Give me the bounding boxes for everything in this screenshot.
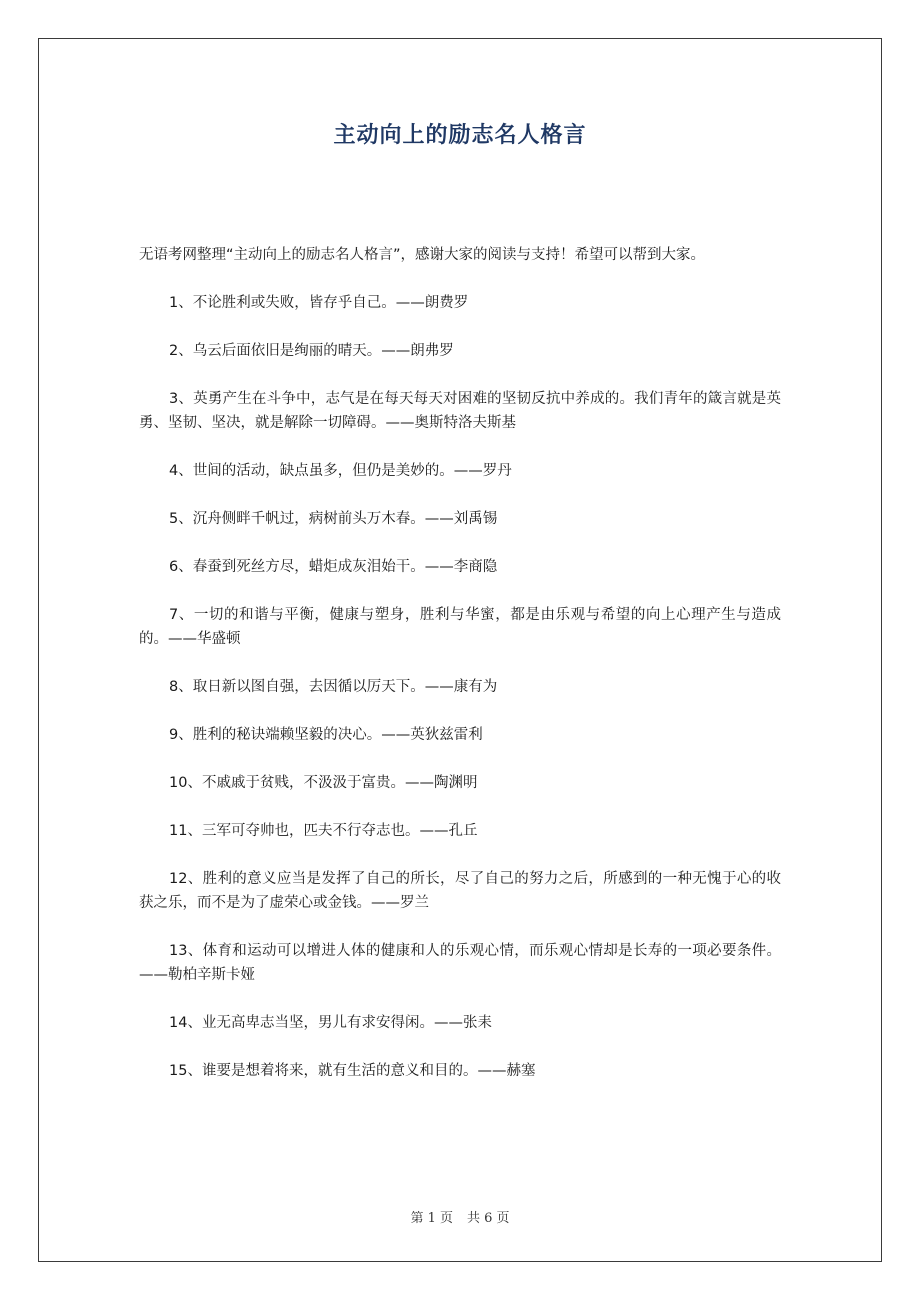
page-total: 共 6 页 [467, 1211, 510, 1226]
quote-paragraph: 12、胜利的意义应当是发挥了自己的所长，尽了自己的努力之后，所感到的一种无愧于心的收获之乐，而不是为了虚荣心或金钱。——罗兰 [139, 871, 781, 911]
intro-paragraph: 无语考网整理“主动向上的励志名人格言”，感谢大家的阅读与支持！希望可以帮到大家。 [139, 247, 706, 263]
quote-paragraph: 5、沉舟侧畔千帆过，病树前头万木春。——刘禹锡 [169, 511, 498, 527]
page-footer [0, 1207, 920, 1226]
quote-paragraph: 13、体育和运动可以增进人体的健康和人的乐观心情，而乐观心情却是长寿的一项必要条件。——勒柏辛斯卡娅 [139, 943, 781, 983]
quote-paragraph: 2、乌云后面依旧是绚丽的晴天。——朗弗罗 [169, 343, 454, 359]
quote-paragraph: 8、取日新以图自强，去因循以厉天下。——康有为 [169, 679, 498, 695]
quote-paragraph: 15、谁要是想着将来，就有生活的意义和目的。——赫塞 [169, 1063, 536, 1079]
quote-paragraph: 6、春蚕到死丝方尽，蜡炬成灰泪始干。——李商隐 [169, 559, 498, 575]
document-body [139, 243, 781, 1083]
quote-paragraph: 9、胜利的秘诀端赖坚毅的决心。——英狄兹雷利 [169, 727, 483, 743]
quote-paragraph: 11、三军可夺帅也，匹夫不行夺志也。——孔丘 [169, 823, 478, 839]
quote-paragraph: 14、业无高卑志当坚，男儿有求安得闲。——张耒 [169, 1015, 492, 1031]
quote-paragraph: 7、一切的和谐与平衡，健康与塑身，胜利与华蜜，都是由乐观与希望的向上心理产生与造成的。——华盛顿 [139, 607, 781, 647]
document-title: 主动向上的励志名人格言 [333, 123, 587, 148]
page-number: 第 1 页 [410, 1211, 453, 1226]
quote-paragraph: 1、不论胜利或失败，皆存乎自己。——朗费罗 [169, 295, 469, 311]
quote-paragraph: 3、英勇产生在斗争中，志气是在每天每天对困难的坚韧反抗中养成的。我们青年的箴言就是英勇、坚韧、坚决，就是解除一切障碍。——奥斯特洛夫斯基 [139, 391, 781, 431]
quote-paragraph: 10、不戚戚于贫贱，不汲汲于富贵。——陶渊明 [169, 775, 478, 791]
quote-paragraph: 4、世间的活动，缺点虽多，但仍是美妙的。——罗丹 [169, 463, 512, 479]
